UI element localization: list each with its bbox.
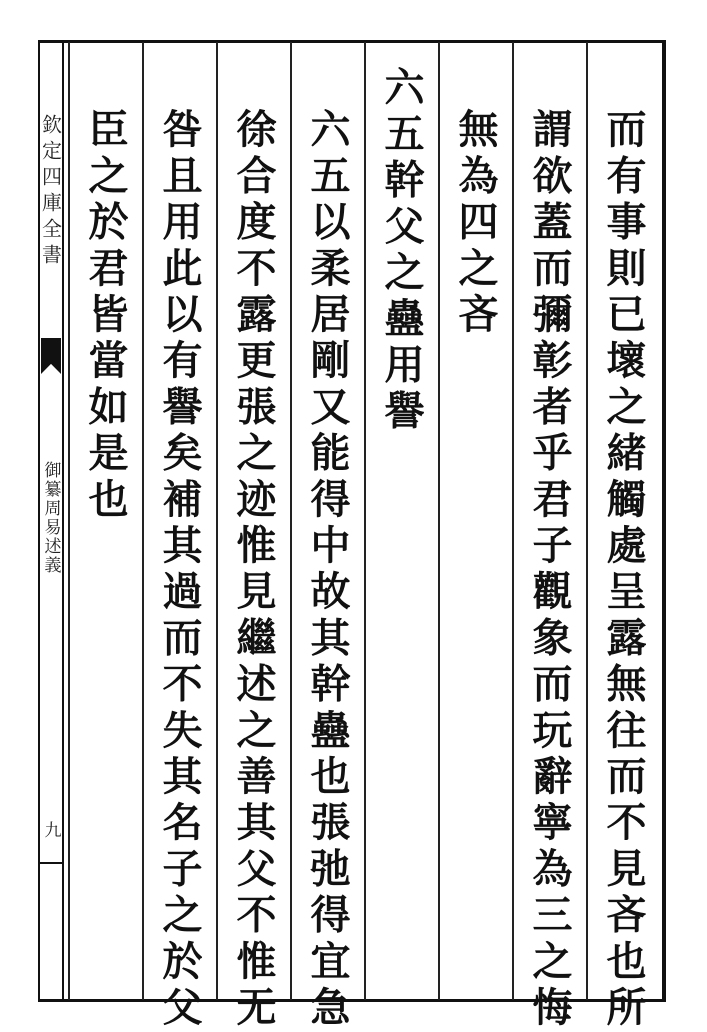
book-title: 御纂周易述義: [40, 461, 61, 575]
column-text: 無為四之吝: [452, 108, 499, 339]
column-text: 咎且用此以有譽矣補其過而不失其名子之於父: [156, 108, 203, 1032]
column-text: 謂欲蓋而彌彰者乎君子觀象而玩辭寧為三之悔: [526, 108, 573, 1032]
fold-column: [38, 40, 64, 1002]
text-column-6: [216, 42, 290, 1032]
fishtail-mark-icon: [41, 338, 61, 374]
column-text: 六五以柔居剛又能得中故其幹蠱也張弛得宜急: [304, 108, 351, 1032]
column-text: 而有事則已壞之緒觸處呈露無往而不見吝也所: [600, 108, 647, 1032]
text-column-4: [364, 42, 438, 1000]
text-column-3: [438, 42, 512, 1000]
text-column-7: [142, 42, 216, 1032]
text-column-2: [512, 42, 586, 1032]
page-number: 九: [40, 820, 61, 840]
column-text: 六五幹父之蠱用譽: [378, 66, 425, 436]
text-column-8: [68, 42, 142, 1000]
text-column-1: [586, 42, 660, 1032]
series-title: 欽定四庫全書: [38, 114, 63, 270]
page-number-rule: [40, 862, 62, 864]
text-column-5: [290, 42, 364, 1032]
column-text: 臣之於君皆當如是也: [82, 108, 129, 524]
column-text: 徐合度不露更張之迹惟見繼述之善其父不惟无: [230, 108, 277, 1032]
